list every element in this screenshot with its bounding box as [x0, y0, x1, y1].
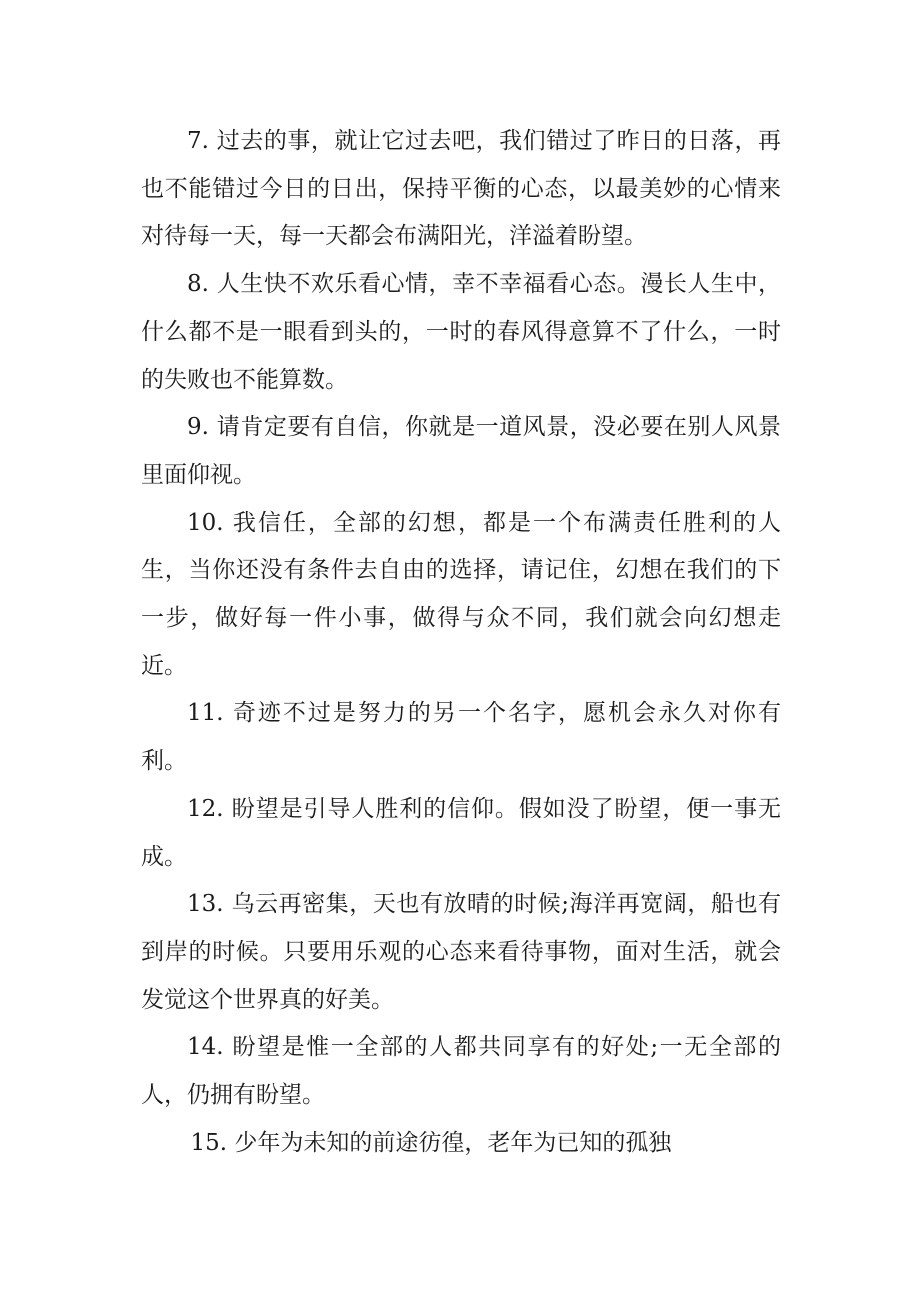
paragraph-8: 8. 人生快不欢乐看心情，幸不幸福看心态。漫长人生中，什么都不是一眼看到头的，一时的春风得意算不了什么，一时的失败也不能算数。 [141, 271, 781, 393]
paragraph-15: 15. 少年为未知的前途彷徨，老年为已知的孤独 [190, 1129, 672, 1156]
paragraph-7: 7. 过去的事，就让它过去吧，我们错过了昨日的日落，再也不能错过今日的日出，保持平衡的心态，以最美妙的心情来对待每一天，每一天都会布满阳光，洋溢着盼望。 [141, 128, 781, 250]
paragraph-11: 11. 奇迹不过是努力的另一个名字，愿机会永久对你有利。 [141, 700, 781, 775]
paragraph-12: 12. 盼望是引导人胜利的信仰。假如没了盼望，便一事无成。 [141, 795, 781, 870]
paragraph-9: 9. 请肯定要有自信，你就是一道风景，没必要在别人风景里面仰视。 [141, 414, 781, 488]
document-body [141, 118, 781, 1167]
paragraph-13: 13. 乌云再密集，天也有放晴的时候;海洋再宽阔，船也有到岸的时候。只要用乐观的心态来看待事物，面对生活，就会发觉这个世界真的好美。 [141, 891, 781, 1013]
paragraph-10: 10. 我信任，全部的幻想，都是一个布满责任胜利的人生，当你还没有条件去自由的选择，请记住，幻想在我们的下一步，做好每一件小事，做得与众不同，我们就会向幻想走近。 [141, 509, 781, 679]
paragraph-14: 14. 盼望是惟一全部的人都共同享有的好处;一无全部的人，仍拥有盼望。 [141, 1034, 781, 1109]
